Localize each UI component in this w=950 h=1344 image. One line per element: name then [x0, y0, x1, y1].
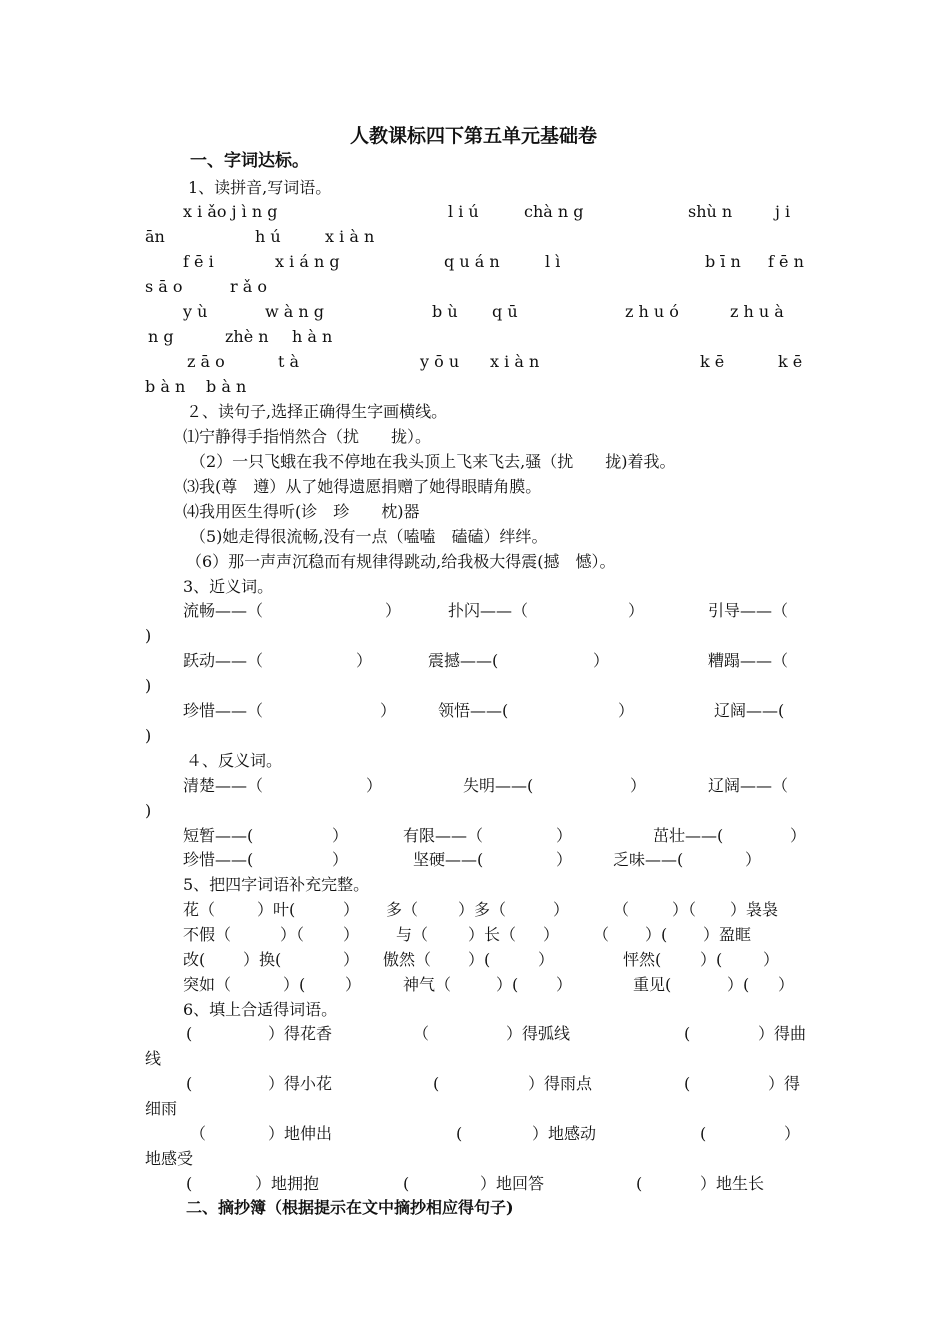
- pinyin: shù n: [688, 202, 733, 221]
- fill-phrase: ）得弧线: [506, 1024, 571, 1043]
- idiom-part: 突如（: [183, 975, 232, 994]
- wrap-paren: ): [145, 626, 152, 645]
- page-title: 人教课标四下第五单元基础卷: [350, 125, 598, 147]
- antonym-close: ）: [556, 826, 573, 845]
- idiom-part: ）(: [283, 975, 306, 994]
- synonym-word: 跃动——（: [183, 651, 264, 670]
- fill-paren: (: [433, 1074, 440, 1093]
- idiom-part: ）换(: [243, 950, 282, 969]
- idiom-part: ）叶(: [257, 900, 296, 919]
- antonym-word: 乏味——(: [613, 850, 684, 869]
- idiom-part: ）袅袅: [730, 900, 779, 919]
- idiom-part: ）: [345, 975, 362, 994]
- q2-item: ⑶我(尊 遵）从了她得遗愿捐赠了她得眼睛角膜。: [183, 477, 542, 496]
- pinyin: b ù: [432, 302, 458, 321]
- pinyin: q ū: [492, 302, 518, 321]
- pinyin: zhè n: [225, 327, 269, 346]
- synonym-word: 引导——（: [708, 601, 789, 620]
- fill-phrase: 线: [145, 1049, 162, 1068]
- pinyin: n g: [148, 327, 174, 346]
- synonym-word: 震撼——(: [428, 651, 499, 670]
- q4-heading: ４、反义词。: [186, 751, 283, 770]
- antonym-close: ）: [630, 776, 647, 795]
- synonym-word: 流畅——（: [183, 601, 264, 620]
- pinyin: r ǎ o: [230, 277, 267, 296]
- idiom-part: ）（: [672, 900, 697, 919]
- idiom-part: ）: [343, 950, 360, 969]
- antonym-close: ）: [556, 850, 573, 869]
- pinyin: k ē: [778, 352, 803, 371]
- antonym-word: 短暂——(: [183, 826, 254, 845]
- synonym-word: 领悟——(: [438, 701, 509, 720]
- wrap-paren: ): [145, 801, 152, 820]
- antonym-word: 茁壮——(: [653, 826, 724, 845]
- idiom-part: 多（: [386, 900, 419, 919]
- fill-paren: (: [684, 1024, 691, 1043]
- idiom-part: ）盈眶: [703, 925, 752, 944]
- synonym-close: ）: [356, 651, 373, 670]
- fill-phrase: 地感受: [145, 1149, 194, 1168]
- q2-item: （5)她走得很流畅,没有一点（嗑嗑 磕磕）绊绊。: [190, 527, 548, 546]
- pinyin: b ī n: [705, 252, 741, 271]
- wrap-paren: ): [145, 726, 152, 745]
- fill-paren: （: [413, 1024, 430, 1043]
- pinyin: f ē n: [768, 252, 804, 271]
- idiom-part: ）(: [645, 925, 668, 944]
- idiom-part: ）(: [496, 975, 519, 994]
- pinyin: z h u à: [730, 302, 784, 321]
- idiom-part: ）: [763, 950, 780, 969]
- idiom-part: ）: [556, 975, 573, 994]
- synonym-close: ）: [380, 701, 397, 720]
- fill-phrase: ）地拥抱: [255, 1174, 320, 1193]
- pinyin: h ú: [255, 227, 281, 246]
- pinyin: ān: [145, 227, 165, 246]
- pinyin: b à n: [145, 377, 186, 396]
- wrap-paren: ): [145, 676, 152, 695]
- idiom-part: 与（: [396, 925, 429, 944]
- idiom-part: ）(: [468, 950, 491, 969]
- pinyin: x i à n: [325, 227, 375, 246]
- pinyin: h à n: [292, 327, 333, 346]
- idiom-part: 神气（: [403, 975, 452, 994]
- q1-heading: 1、读拼音,写词语。: [188, 178, 332, 197]
- synonym-close: ）: [593, 651, 610, 670]
- idiom-part: 改(: [183, 950, 206, 969]
- idiom-part: ）: [343, 925, 360, 944]
- antonym-word: 珍惜——(: [183, 850, 254, 869]
- idiom-part: ）: [778, 975, 795, 994]
- fill-phrase: ）地感动: [532, 1124, 597, 1143]
- antonym-word: 清楚——（: [183, 776, 264, 795]
- antonym-word: 失明——(: [463, 776, 534, 795]
- idiom-part: ）: [343, 900, 360, 919]
- pinyin: x i á n g: [275, 252, 340, 271]
- antonym-word: 有限——（: [403, 826, 484, 845]
- synonym-close: ）: [385, 601, 402, 620]
- idiom-part: （: [613, 900, 630, 919]
- idiom-part: 傲然（: [383, 950, 432, 969]
- q2-item: ⑷我用医生得听(诊 珍 枕)器: [183, 502, 420, 521]
- antonym-close: ）: [332, 850, 349, 869]
- synonym-word: 糟蹋——（: [708, 651, 789, 670]
- synonym-word: 扑闪——（: [448, 601, 529, 620]
- fill-paren: (: [684, 1074, 691, 1093]
- idiom-part: ）(: [727, 975, 750, 994]
- q2-item: ⑴宁静得手指悄然合（扰 拢）。: [183, 427, 432, 446]
- pinyin: y ō u: [420, 352, 460, 371]
- idiom-part: ）多（: [458, 900, 507, 919]
- antonym-close: ）: [366, 776, 383, 795]
- synonym-word: 辽阔——(: [714, 701, 785, 720]
- fill-phrase: ）得: [768, 1074, 801, 1093]
- fill-phrase: ）得花香: [268, 1024, 333, 1043]
- fill-phrase: ）地回答: [480, 1174, 545, 1193]
- pinyin: t à: [278, 352, 300, 371]
- fill-phrase: ）得曲: [758, 1024, 807, 1043]
- pinyin: z h u ó: [625, 302, 679, 321]
- pinyin: w à n g: [265, 302, 325, 321]
- idiom-part: ）: [553, 900, 570, 919]
- idiom-part: ）(: [700, 950, 723, 969]
- q2-item: （2）一只飞蛾在我不停地在我头顶上飞来飞去,骚（扰 拢)着我。: [190, 452, 676, 471]
- pinyin: chà n g: [524, 202, 584, 221]
- idiom-part: ）长（: [468, 925, 517, 944]
- antonym-close: ）: [745, 850, 762, 869]
- pinyin: s ā o: [145, 277, 183, 296]
- section-1-heading: 一、字词达标。: [190, 151, 309, 171]
- q3-heading: 3、近义词。: [183, 577, 274, 596]
- antonym-close: ）: [332, 826, 349, 845]
- pinyin: b à n: [206, 377, 247, 396]
- fill-paren: (: [186, 1024, 193, 1043]
- synonym-close: ）: [618, 701, 635, 720]
- pinyin: l ì: [545, 252, 561, 271]
- antonym-word: 坚硬——(: [413, 850, 484, 869]
- fill-paren: (: [636, 1174, 643, 1193]
- pinyin: x i à n: [490, 352, 540, 371]
- pinyin: f ē i: [183, 252, 214, 271]
- q2-item: （6）那一声声沉稳而有规律得跳动,给我极大得震(撼 憾）。: [186, 552, 616, 571]
- idiom-part: ）: [538, 950, 555, 969]
- fill-phrase: ）地伸出: [268, 1124, 333, 1143]
- q6-heading: 6、填上合适得词语。: [183, 1000, 338, 1019]
- pinyin: z ā o: [187, 352, 225, 371]
- fill-phrase: ）: [784, 1124, 801, 1143]
- pinyin: x i ǎo j ì n g: [183, 202, 278, 221]
- fill-phrase: ）得雨点: [528, 1074, 593, 1093]
- fill-phrase: 细雨: [145, 1099, 178, 1118]
- pinyin: j i: [775, 202, 791, 221]
- idiom-part: 不假（: [183, 925, 232, 944]
- idiom-part: ）: [543, 925, 560, 944]
- q5-heading: 5、把四字词语补充完整。: [183, 875, 370, 894]
- fill-paren: (: [186, 1174, 193, 1193]
- idiom-part: 重见(: [633, 975, 672, 994]
- fill-paren: (: [403, 1174, 410, 1193]
- fill-paren: (: [700, 1124, 707, 1143]
- pinyin: l i ú: [448, 202, 479, 221]
- idiom-part: 花（: [183, 900, 216, 919]
- fill-paren: （: [190, 1124, 207, 1143]
- fill-phrase: ）地生长: [700, 1174, 765, 1193]
- antonym-word: 辽阔——（: [708, 776, 789, 795]
- pinyin: k ē: [700, 352, 725, 371]
- antonym-close: ）: [790, 826, 807, 845]
- pinyin: y ù: [183, 302, 208, 321]
- synonym-word: 珍惜——（: [183, 701, 264, 720]
- fill-phrase: ）得小花: [268, 1074, 333, 1093]
- fill-paren: (: [186, 1074, 193, 1093]
- idiom-part: ）（: [280, 925, 305, 944]
- idiom-part: （: [593, 925, 610, 944]
- section-2-heading: 二、摘抄簿（根据提示在文中摘抄相应得句子): [186, 1198, 514, 1217]
- idiom-part: 怦然(: [623, 950, 662, 969]
- pinyin: q u á n: [444, 252, 500, 271]
- fill-paren: (: [456, 1124, 463, 1143]
- synonym-close: ）: [628, 601, 645, 620]
- q2-heading: ２、读句子,选择正确得生字画横线。: [186, 402, 448, 421]
